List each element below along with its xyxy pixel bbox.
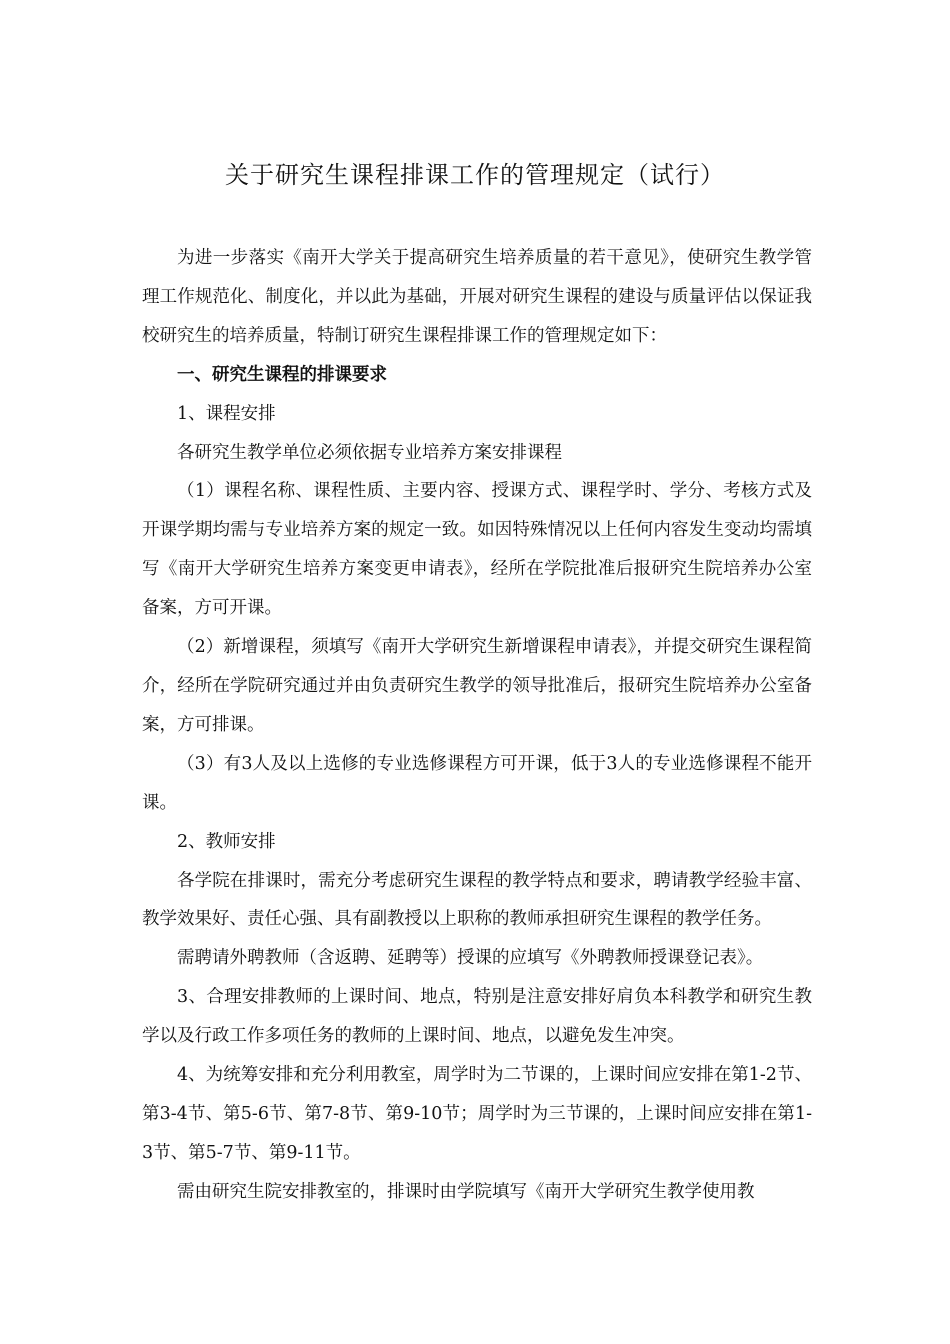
subheading-course-arrangement: 1、课程安排 [177, 403, 276, 424]
paragraph-teacher-requirements: 各学院在排课时，需充分考虑研究生课程的教学特点和要求，聘请教学经验丰富、教学效果好、责任心强、具有副教授以上职称的教师承担研究生课程的教学任务。 [142, 870, 812, 930]
document-body [142, 239, 812, 1212]
paragraph-schedule-conflicts: 3、合理安排教师的上课时间、地点，特别是注意安排好肩负本科教学和研究生教学以及行政工作多项任务的教师的上课时间、地点，以避免发生冲突。 [142, 987, 812, 1047]
section-heading-1: 一、研究生课程的排课要求 [177, 364, 387, 385]
subheading-teacher-arrangement: 2、教师安排 [177, 831, 276, 852]
document-title: 关于研究生课程排课工作的管理规定（试行） [225, 161, 725, 189]
paragraph-item-1: （1）课程名称、课程性质、主要内容、授课方式、课程学时、学分、考核方式及开课学期均需与专业培养方案的规定一致。如因特殊情况以上任何内容发生变动均需填写《南开大学研究生培养方案变更申请表》，经所在学院批准后报研究生院培养办公室备案，方可开课。 [142, 481, 812, 619]
paragraph-item-2: （2）新增课程，须填写《南开大学研究生新增课程申请表》，并提交研究生课程简介，经所在学院研究通过并由负责研究生教学的领导批准后，报研究生院培养办公室备案，方可排课。 [142, 637, 812, 735]
paragraph-item-3: （3）有3人及以上选修的专业选修课程方可开课，低于3人的专业选修课程不能开课。 [142, 753, 812, 813]
paragraph-classroom-request: 需由研究生院安排教室的，排课时由学院填写《南开大学研究生教学使用教 [177, 1181, 755, 1202]
paragraph-course-basis: 各研究生教学单位必须依据专业培养方案安排课程 [177, 442, 562, 463]
paragraph-class-periods: 4、为统筹安排和充分利用教室，周学时为二节课的，上课时间应安排在第1-2节、第3-4节、第5-6节、第7-8节、第9-10节；周学时为三节课的，上课时间应安排在第1-3节、第5-7节、第9-11节。 [142, 1065, 812, 1163]
paragraph-external-teachers: 需聘请外聘教师（含返聘、延聘等）授课的应填写《外聘教师授课登记表》。 [177, 948, 764, 969]
intro-paragraph: 为进一步落实《南开大学关于提高研究生培养质量的若干意见》，使研究生教学管理工作规范化、制度化，并以此为基础，开展对研究生课程的建设与质量评估以保证我校研究生的培养质量，特制订研究生课程排课工作的管理规定如下： [142, 248, 812, 346]
